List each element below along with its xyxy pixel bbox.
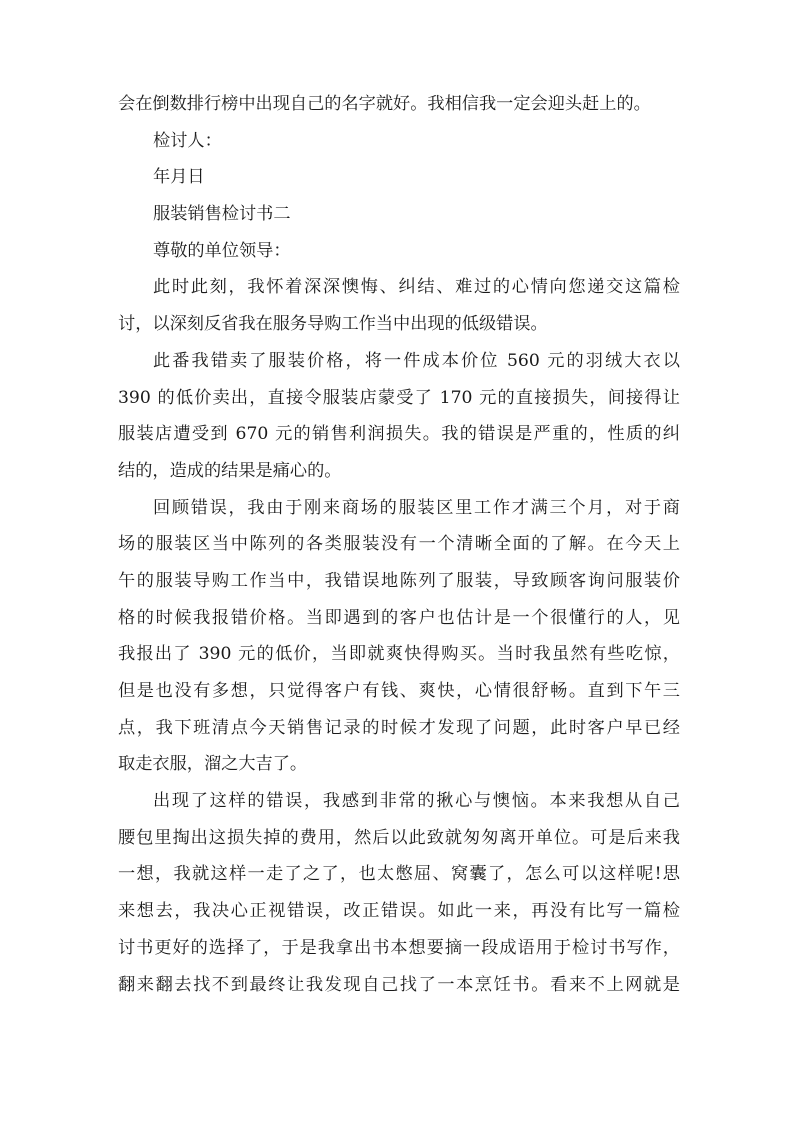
text-line: 此番我错卖了服装价格，将一件成本价位 560 元的羽绒大衣以 [153,350,680,371]
text-line: 讨，以深刻反省我在服务导购工作当中出现的低级错误。 [118,314,548,335]
text-line: 服装销售检讨书二 [153,204,291,225]
text-line: 回顾错误，我由于刚来商场的服装区里工作才满三个月，对于商 [153,497,680,518]
text-line: 点，我下班清点今天销售记录的时候才发现了问题，此时客户早已经 [118,717,680,738]
text-line: 检讨人： [153,130,222,151]
text-line: 结的，造成的结果是痛心的。 [118,460,342,481]
text-line: 格的时候我报错价格。当即遇到的客户也估计是一个很懂行的人，见 [118,607,680,628]
text-line: 腰包里掏出这损失掉的费用，然后以此致就匆匆离开单位。可是后来我 [118,827,680,848]
text-line: 我报出了 390 元的低价，当即就爽快得购买。当时我虽然有些吃惊， [118,644,680,665]
document-body [118,86,680,1003]
text-line: 讨书更好的选择了，于是我拿出书本想要摘一段成语用于检讨书写作， [118,937,680,958]
text-line: 翻来翻去找不到最终让我发现自己找了一本烹饪书。看来不上网就是 [118,974,680,995]
text-line: 尊敬的单位领导： [153,240,291,261]
text-line: 年月日 [153,167,205,188]
text-line: 出现了这样的错误，我感到非常的揪心与懊恼。本来我想从自己 [153,791,680,812]
text-line: 午的服装导购工作当中，我错误地陈列了服装，导致顾客询问服装价 [118,570,680,591]
text-line: 但是也没有多想，只觉得客户有钱、爽快，心情很舒畅。直到下午三 [118,681,680,701]
text-line: 390 的低价卖出，直接令服装店蒙受了 170 元的直接损失，间接得让 [118,387,680,408]
text-line: 取走衣服，溜之大吉了。 [118,754,308,775]
text-line: 会在倒数排行榜中出现自己的名字就好。我相信我一定会迎头赶上的。 [118,94,651,114]
text-line: 场的服装区当中陈列的各类服装没有一个清晰全面的了解。在今天上 [118,534,680,555]
text-line: 此时此刻，我怀着深深懊悔、纠结、难过的心情向您递交这篇检 [153,277,680,298]
text-line: 一想，我就这样一走了之了，也太憋屈、窝囊了，怎么可以这样呢!思 [118,864,680,885]
text-line: 服装店遭受到 670 元的销售利润损失。我的错误是严重的，性质的纠 [118,424,680,445]
text-line: 来想去，我决心正视错误，改正错误。如此一来，再没有比写一篇检 [118,901,680,922]
